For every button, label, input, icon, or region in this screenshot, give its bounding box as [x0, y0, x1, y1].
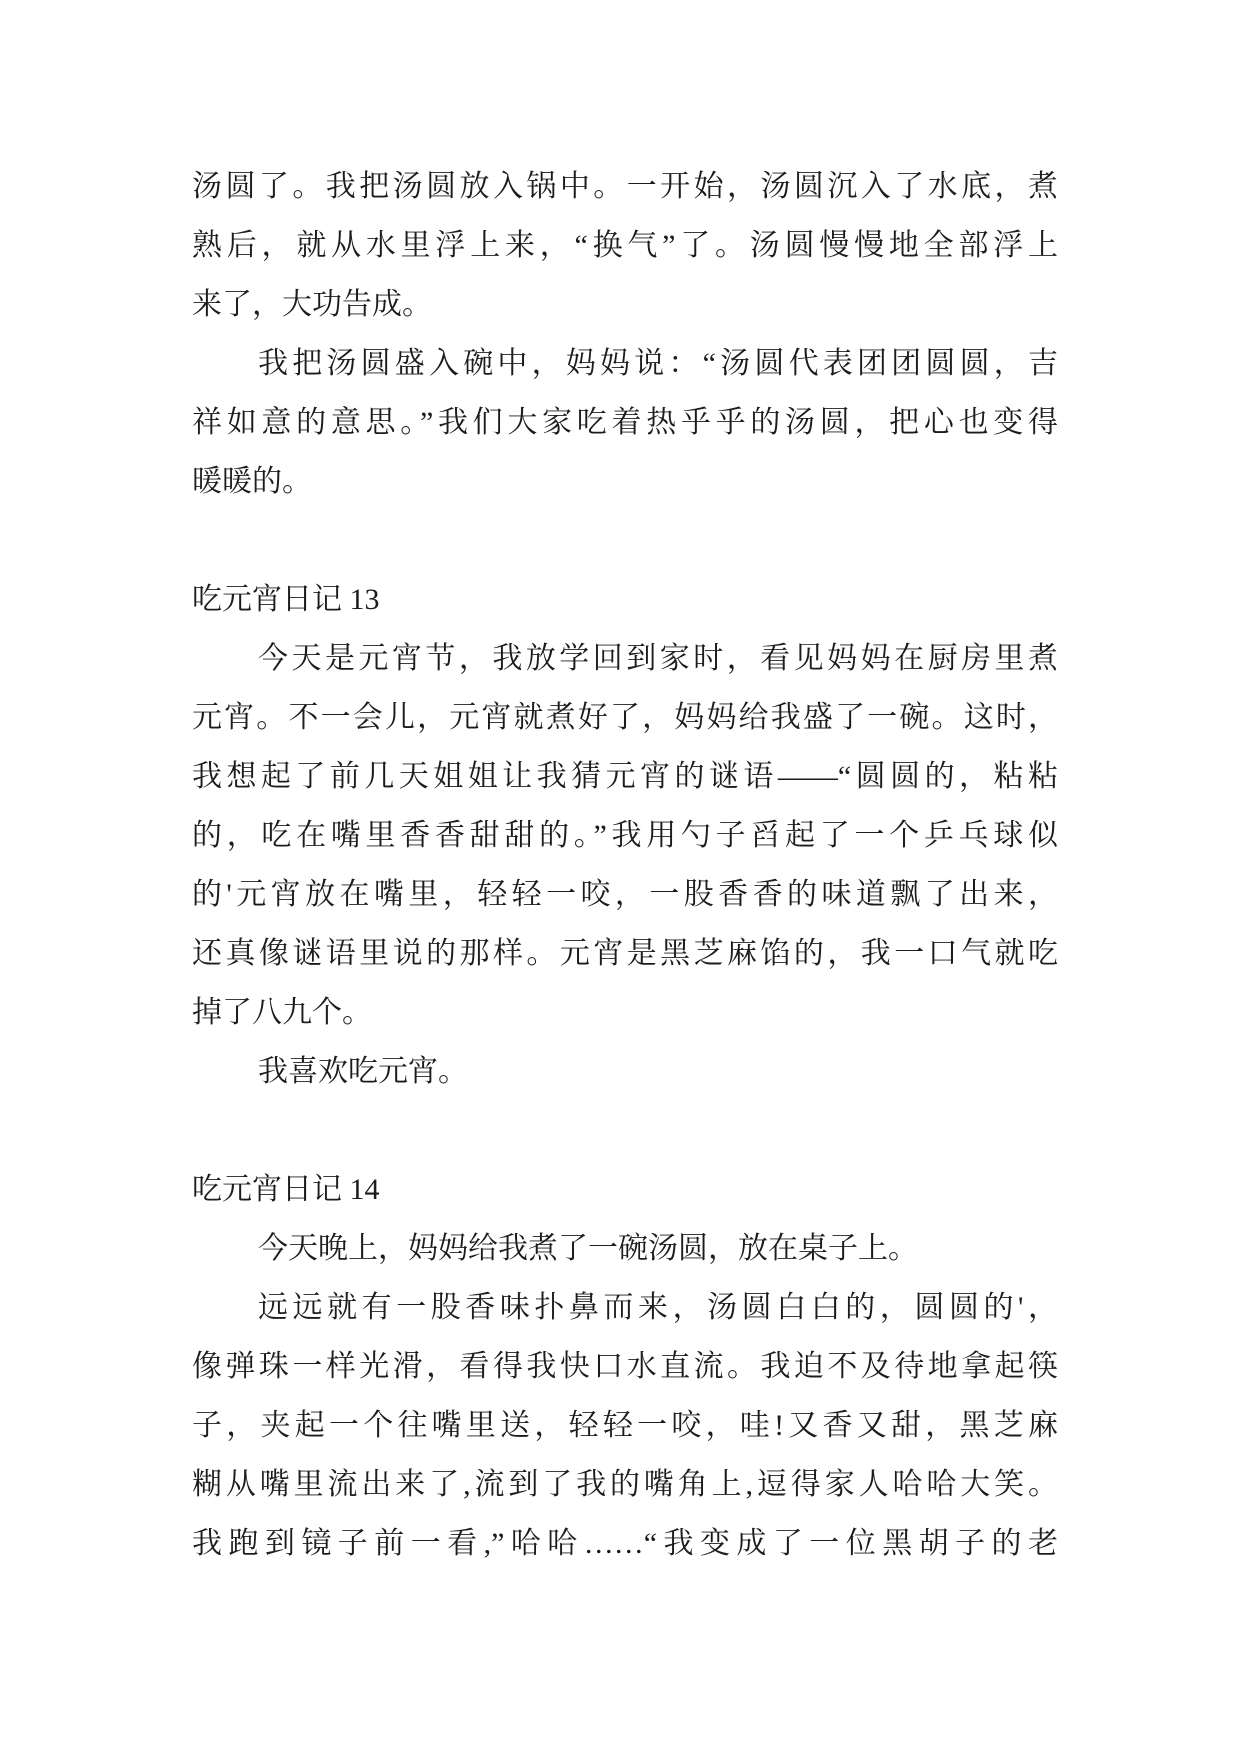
text-line: 熟后，就从水里浮上来，“换气”了。汤圆慢慢地全部浮上: [192, 229, 1058, 262]
text-line: 掉了八九个。: [192, 996, 372, 1029]
text-line: 今天晚上，妈妈给我煮了一碗汤圆，放在桌子上。: [258, 1232, 918, 1265]
blank-line: [192, 1101, 1058, 1160]
text-line: 远远就有一股香味扑鼻而来，汤圆白白的，圆圆的'，: [258, 1291, 1058, 1324]
text-line: 糊从嘴里流出来了,流到了我的嘴角上,逗得家人哈哈大笑。: [192, 1468, 1058, 1501]
text-line: 我把汤圆盛入碗中，妈妈说：“汤圆代表团团圆圆，吉: [258, 347, 1058, 380]
text-line: 还真像谜语里说的那样。元宵是黑芝麻馅的，我一口气就吃: [192, 937, 1058, 970]
paragraph: [192, 1278, 1058, 1573]
text-line: 来了，大功告成。: [192, 288, 432, 321]
document-body: [192, 157, 1058, 1573]
section-heading: 吃元宵日记 13: [192, 583, 380, 616]
text-line: 的，吃在嘴里香香甜甜的。”我用勺子舀起了一个乒乓球似: [192, 819, 1058, 852]
text-line: 我想起了前几天姐姐让我猜元宵的谜语——“圆圆的，粘粘: [192, 760, 1058, 793]
text-line: 元宵。不一会儿，元宵就煮好了，妈妈给我盛了一碗。这时，: [192, 701, 1058, 734]
text-line: 汤圆了。我把汤圆放入锅中。一开始，汤圆沉入了水底，煮: [192, 170, 1058, 203]
paragraph: [192, 629, 1058, 1042]
text-line: 我喜欢吃元宵。: [258, 1055, 468, 1088]
paragraph: [192, 1219, 1058, 1278]
text-line: 暖暖的。: [192, 465, 312, 498]
paragraph: [192, 157, 1058, 334]
text-line: 的'元宵放在嘴里，轻轻一咬，一股香香的味道飘了出来，: [192, 878, 1058, 911]
diary-section: [192, 570, 1058, 1101]
paragraph: [192, 1042, 1058, 1101]
text-line: 今天是元宵节，我放学回到家时，看见妈妈在厨房里煮: [258, 642, 1058, 675]
diary-section: [192, 1160, 1058, 1573]
section-heading: 吃元宵日记 14: [192, 1173, 380, 1206]
text-line: 子，夹起一个往嘴里送，轻轻一咬，哇!又香又甜，黑芝麻: [192, 1409, 1058, 1442]
text-line: 祥如意的意思。”我们大家吃着热乎乎的汤圆，把心也变得: [192, 406, 1058, 439]
text-line: 像弹珠一样光滑，看得我快口水直流。我迫不及待地拿起筷: [192, 1350, 1058, 1383]
text-line: 我跑到镜子前一看,”哈哈……“我变成了一位黑胡子的老: [192, 1527, 1058, 1560]
paragraph: [192, 334, 1058, 511]
blank-line: [192, 511, 1058, 570]
